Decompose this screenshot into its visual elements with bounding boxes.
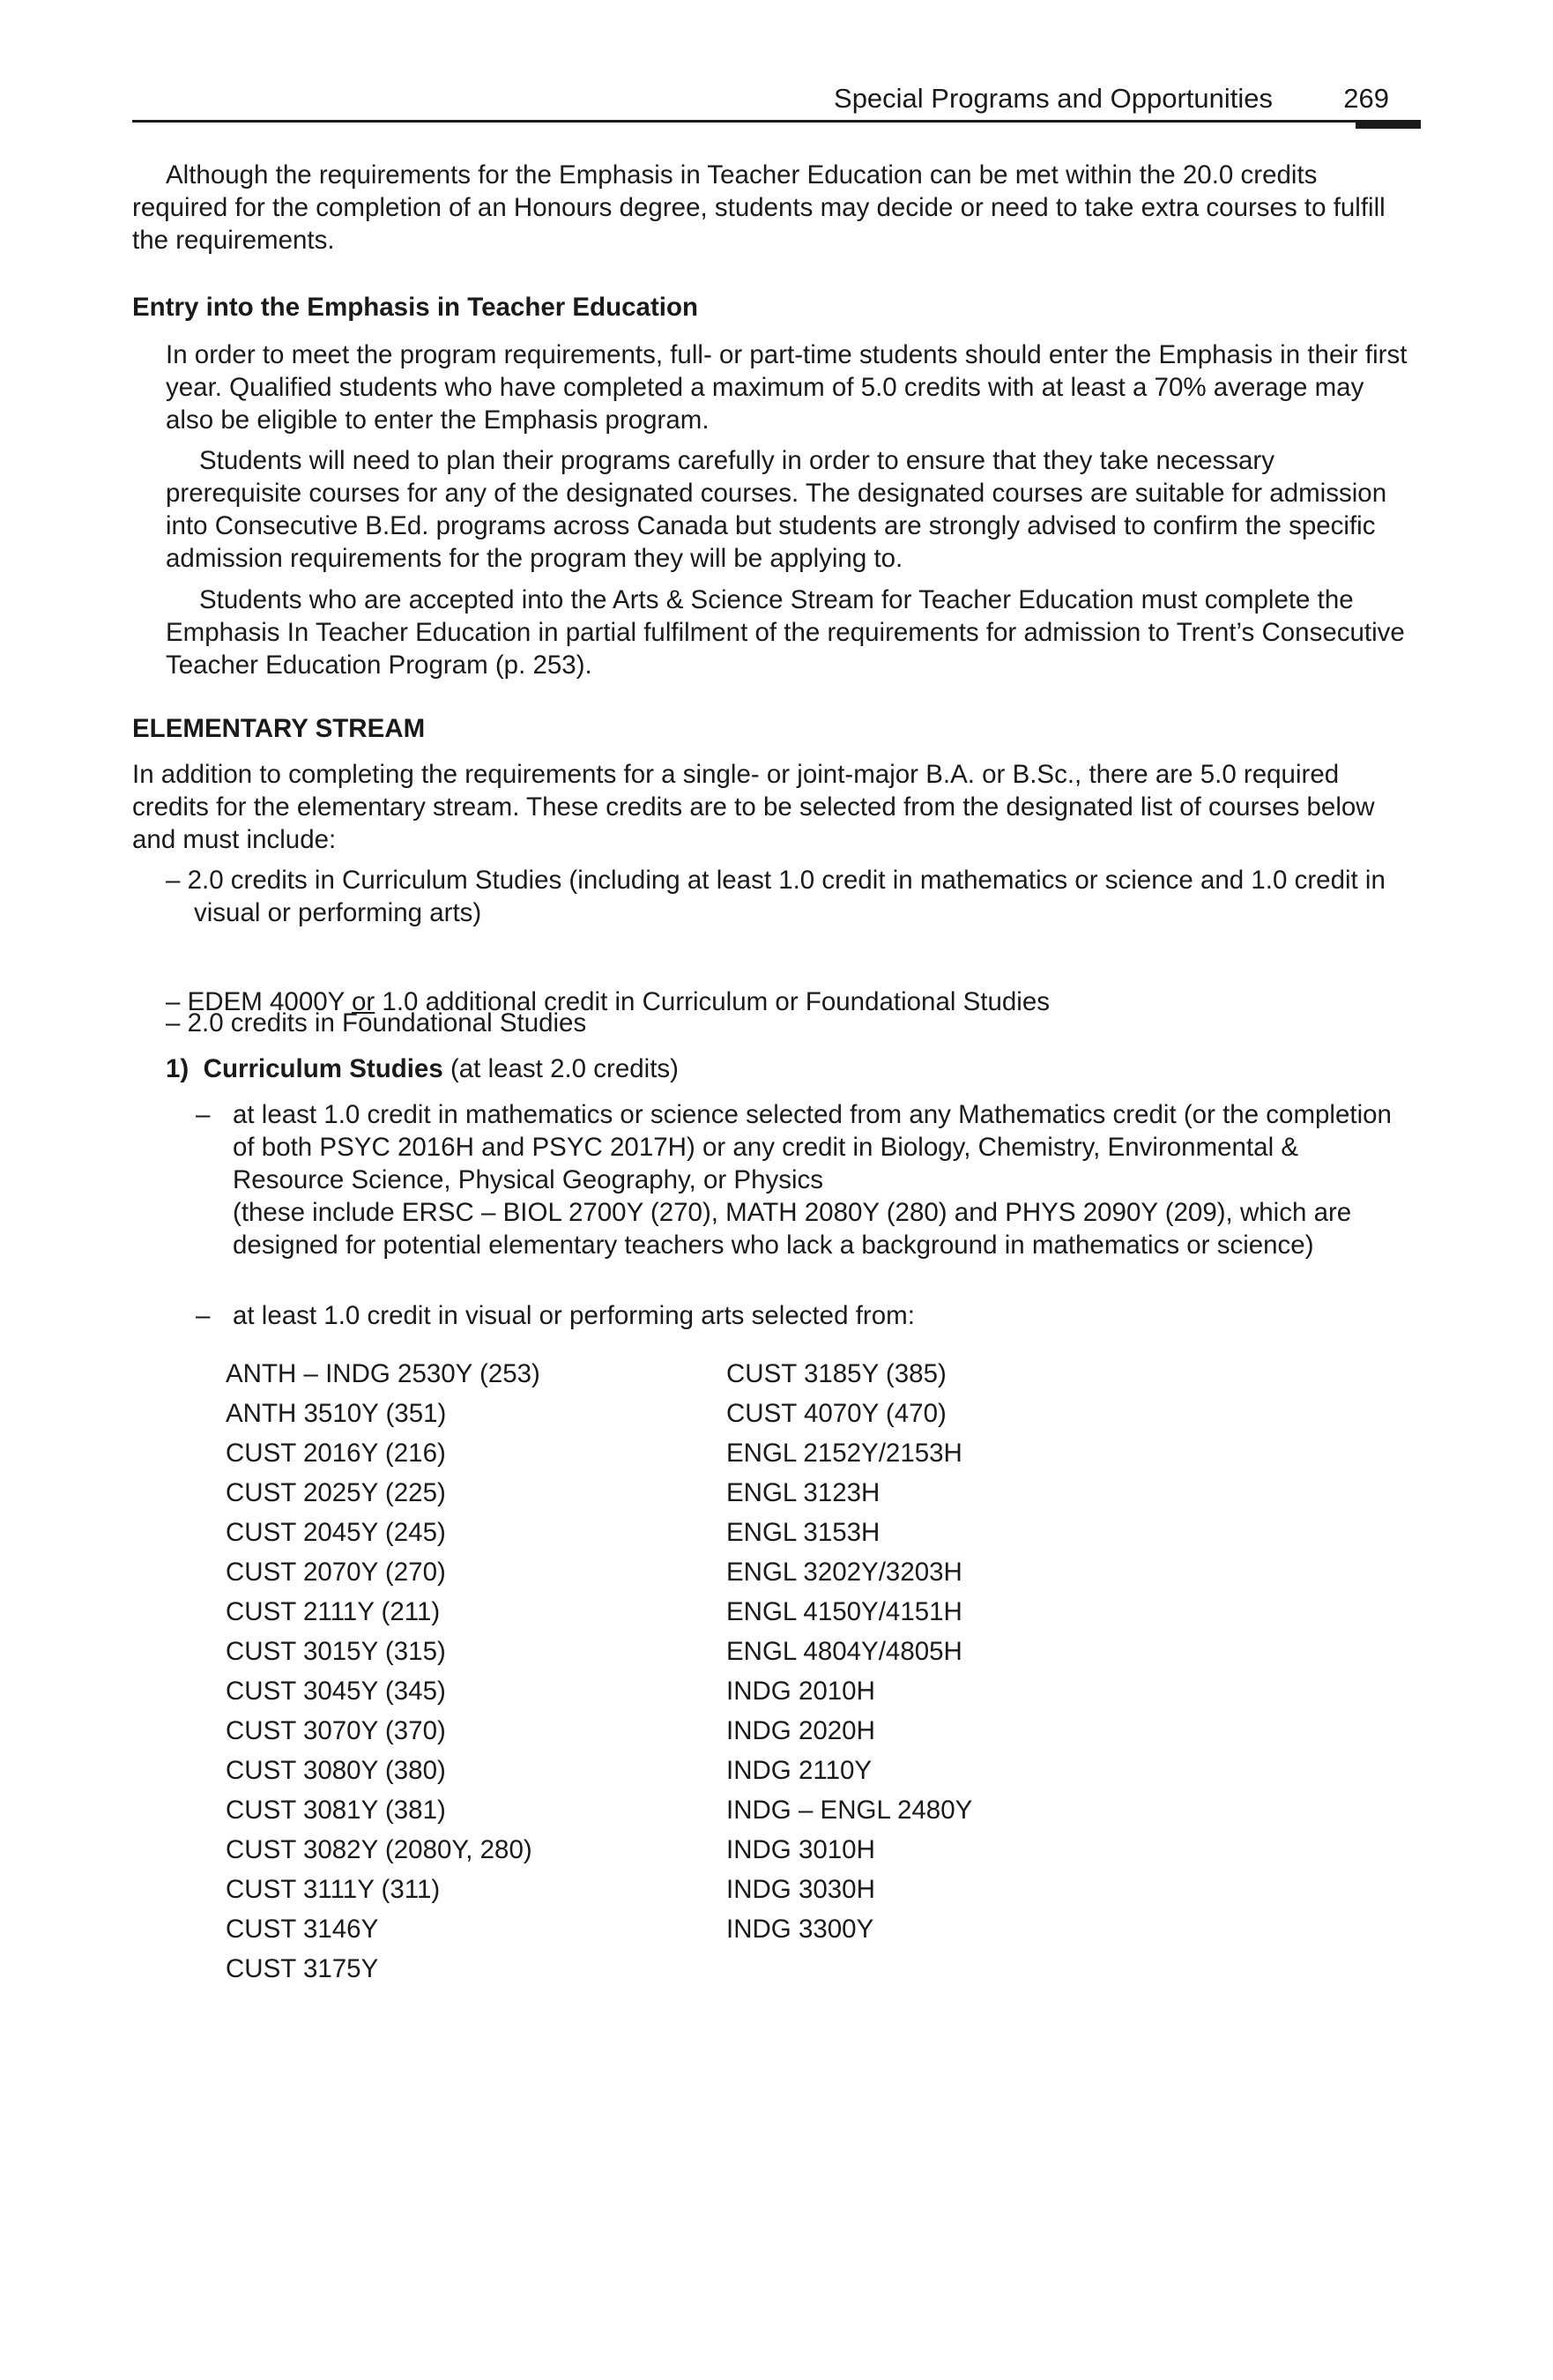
course-item: CUST 3185Y (385): [726, 1359, 947, 1388]
curriculum-title: Curriculum Studies: [203, 1054, 443, 1083]
requirement-item-3-or: or: [352, 987, 375, 1016]
course-item: CUST 3081Y (381): [226, 1796, 446, 1825]
entry-paragraph-3: Students who are accepted into the Arts & Science Stream for Teacher Education must complete the Emphasis In Teacher Education in partial fulfilment of the requirements for admission to Trent’s Consecutive Teacher Education Program (p. 253).: [166, 585, 1405, 680]
course-item: INDG 2020H: [726, 1716, 875, 1745]
course-item: CUST 3015Y (315): [226, 1637, 446, 1666]
course-item: ENGL 4804Y/4805H: [726, 1637, 962, 1666]
curriculum-bullet-1: [196, 1098, 1412, 1261]
page-number: 269: [1343, 83, 1389, 114]
course-item: INDG – ENGL 2480Y: [726, 1796, 973, 1825]
course-item: INDG 3030H: [726, 1875, 875, 1904]
curriculum-number: 1): [166, 1054, 189, 1083]
course-item: ENGL 3153H: [726, 1518, 881, 1547]
course-item: INDG 2010H: [726, 1677, 875, 1706]
course-item: CUST 4070Y (470): [726, 1399, 947, 1428]
course-item: CUST 2016Y (216): [226, 1439, 446, 1468]
course-item: ANTH 3510Y (351): [226, 1399, 447, 1428]
course-item: INDG 2110Y: [726, 1756, 873, 1785]
requirement-item-3: [166, 985, 1400, 1018]
course-item: CUST 2111Y (211): [226, 1597, 441, 1626]
course-item: CUST 2025Y (225): [226, 1478, 446, 1507]
elementary-intro: In addition to completing the requirements for a single- or joint-major B.A. or B.Sc., there are 5.0 required credits for the elementary stream. These credits are to be selected from the designated list of courses below and must include:: [132, 760, 1375, 854]
course-item: CUST 2045Y (245): [226, 1518, 446, 1547]
header-rule: [132, 120, 1421, 123]
course-list-left: [226, 1354, 540, 1989]
course-list-right: [726, 1354, 972, 1949]
elementary-heading: ELEMENTARY STREAM: [132, 714, 426, 743]
course-item: ENGL 4150Y/4151H: [726, 1597, 962, 1626]
requirement-item-3-end: 1.0 additional credit in Curriculum or Foundational Studies: [375, 987, 1051, 1016]
requirement-item-3-start: – EDEM 4000Y: [166, 987, 352, 1016]
bullet-2-text: at least 1.0 credit in visual or performing arts selected from:: [233, 1301, 915, 1330]
bullet-dash: –: [196, 1301, 211, 1330]
bullet-dash: –: [196, 1100, 211, 1129]
bullet-1-note: (these include ERSC – BIOL 2700Y (270), MATH 2080Y (280) and PHYS 2090Y (209), which are designed for potential elementary teachers who lack a background in mathematics or science): [233, 1198, 1352, 1260]
header-title: Special Programs and Opportunities: [834, 83, 1273, 114]
course-item: ENGL 3202Y/3203H: [726, 1558, 962, 1587]
course-item: ENGL 2152Y/2153H: [726, 1439, 962, 1468]
entry-paragraph-1: In order to meet the program requirements, full- or part-time students should enter the Emphasis in their first year. Qualified students who have completed a maximum of 5.0 credits with at least a 70% average may also be eligible to enter the Emphasis program.: [166, 340, 1408, 435]
course-item: INDG 3300Y: [726, 1915, 874, 1944]
entry-heading: Entry into the Emphasis in Teacher Education: [132, 293, 699, 322]
entry-paragraph-2: Students will need to plan their programs carefully in order to ensure that they take necessary prerequisite courses for any of the designated courses. The designated courses are suitable for admission into Consecutive B.Ed. programs across Canada but students are strongly advised to confirm the specific admission requirements for the program they will be applying to.: [166, 446, 1387, 573]
course-item: CUST 3080Y (380): [226, 1756, 446, 1785]
header-tab-mark: [1356, 120, 1421, 129]
intro-paragraph: Although the requirements for the Emphasis in Teacher Education can be met within the 20.0 credits required for the completion of an Honours degree, students may decide or need to take extra courses to fulfill the requirements.: [132, 160, 1386, 255]
course-item: CUST 3146Y: [226, 1915, 379, 1944]
requirement-item-2: – 2.0 credits in Foundational Studies: [166, 1008, 587, 1038]
curriculum-heading: [166, 1052, 1400, 1085]
bullet-1-text: at least 1.0 credit in mathematics or science selected from any Mathematics credit (or the completion of both PSYC 2016H and PSYC 2017H) or any credit in Biology, Chemistry, Environmental & Resource Science, Physical Geography, or Physics: [233, 1100, 1392, 1194]
curriculum-qualifier: (at least 2.0 credits): [442, 1054, 679, 1083]
course-item: CUST 3111Y (311): [226, 1875, 441, 1904]
course-item: CUST 3070Y (370): [226, 1716, 446, 1745]
requirement-item-1: – 2.0 credits in Curriculum Studies (including at least 1.0 credit in mathematics or science and 1.0 credit in visual or performing arts): [166, 866, 1386, 927]
course-item: CUST 3175Y: [226, 1954, 379, 1983]
course-item: ENGL 3123H: [726, 1478, 881, 1507]
course-item: CUST 3082Y (2080Y, 280): [226, 1835, 532, 1864]
curriculum-bullet-2: [196, 1299, 1412, 1332]
course-item: INDG 3010H: [726, 1835, 875, 1864]
course-item: CUST 2070Y (270): [226, 1558, 446, 1587]
course-item: CUST 3045Y (345): [226, 1677, 446, 1706]
course-item: ANTH – INDG 2530Y (253): [226, 1359, 540, 1388]
running-header: [132, 81, 1421, 123]
